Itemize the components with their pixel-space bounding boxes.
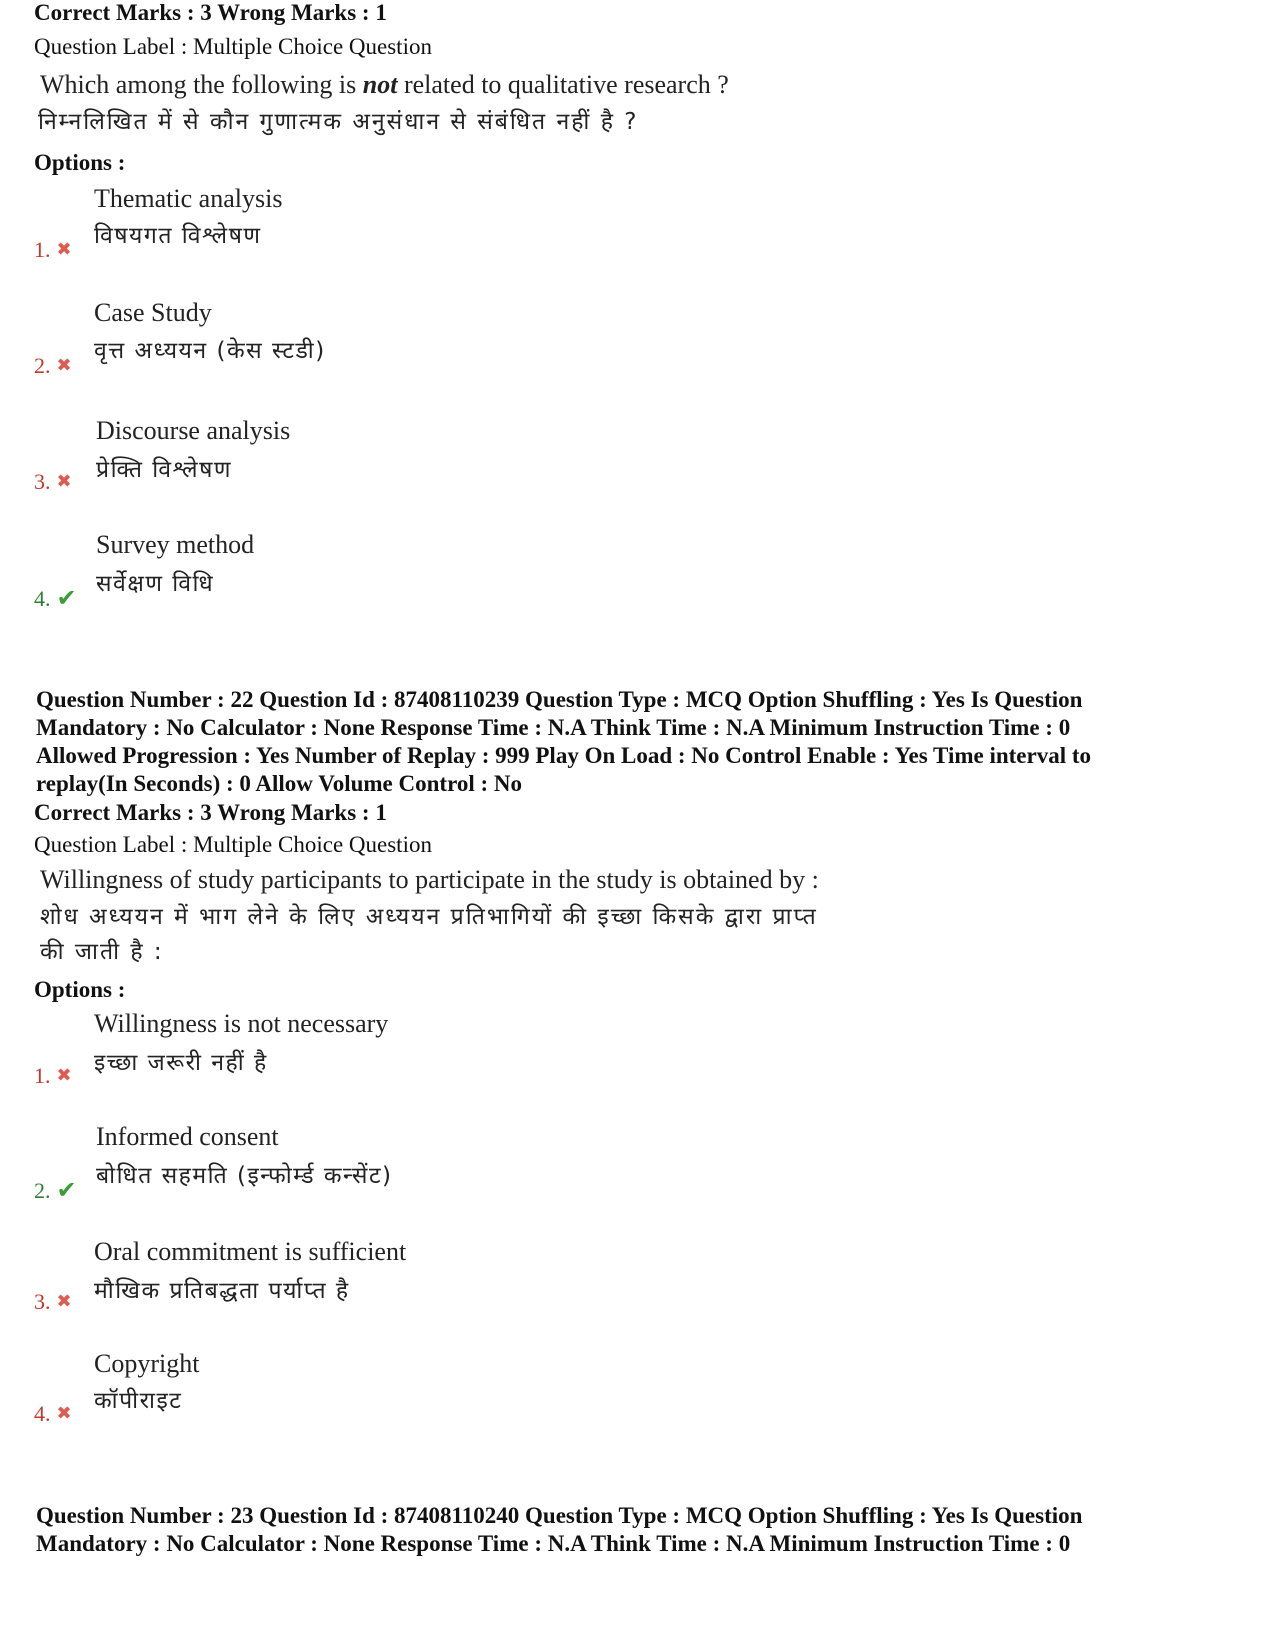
q22-option-1-num-text: 1. (34, 1063, 51, 1088)
q23-metadata (36, 1502, 1236, 1558)
q22-option-1-hindi: इच्छा जरूरी नहीं है (94, 1050, 268, 1076)
cross-icon: ✖ (56, 471, 72, 492)
q21-question-text-post: related to qualitative research ? (397, 70, 729, 99)
q21-option-2-hindi: वृत्त अध्ययन (केस स्टडी) (94, 338, 326, 364)
q22-question-english: Willingness of study participants to participate in the study is obtained by : (40, 865, 819, 894)
q21-option-1-hindi: विषयगत विश्लेषण (94, 223, 262, 249)
q21-question-hindi: निम्नलिखित में से कौन गुणात्मक अनुसंधान से संबंधित नहीं है ? (38, 109, 639, 135)
q21-option-3-num-text: 3. (34, 469, 51, 494)
q21-option-4-hindi: सर्वेक्षण विधि (96, 571, 215, 597)
q21-question-english (40, 70, 729, 100)
q22-metadata (36, 686, 1236, 798)
q22-meta-line-3: Allowed Progression : Yes Number of Replay : 999 Play On Load : No Control Enable : Yes Time interval to (36, 743, 1092, 768)
q23-meta-line-1: Question Number : 23 Question Id : 87408110240 Question Type : MCQ Option Shuffling : Yes Is Question (36, 1503, 1083, 1528)
check-icon: ✔ (56, 584, 77, 612)
q22-meta-line-2: Mandatory : No Calculator : None Response Time : N.A Think Time : N.A Minimum Instruction Time : 0 (36, 715, 1071, 740)
q22-question-hindi-line-2: की जाती है : (40, 939, 164, 965)
q21-option-4-english: Survey method (96, 530, 255, 559)
q22-option-4-hindi: कॉपीराइट (94, 1388, 183, 1414)
q21-option-2-num-text: 2. (34, 353, 51, 378)
q21-option-1-num-text: 1. (34, 237, 51, 262)
cross-icon: ✖ (56, 1291, 72, 1312)
q21-question-label: Question Label : Multiple Choice Question (34, 34, 432, 59)
q22-option-3-number (34, 1289, 72, 1315)
q21-option-2-english: Case Study (94, 298, 212, 327)
q22-option-4-english: Copyright (94, 1349, 200, 1378)
q21-question-text-pre: Which among the following is (40, 70, 363, 99)
q22-option-3-num-text: 3. (34, 1289, 51, 1314)
q22-question-hindi-line-1: शोध अध्ययन में भाग लेने के लिए अध्ययन प्रतिभागियों की इच्छा किसके द्वारा प्राप्त (40, 904, 818, 930)
q21-option-2-number (34, 353, 72, 379)
cross-icon: ✖ (56, 1403, 72, 1424)
q22-option-2-num-text: 2. (34, 1178, 51, 1203)
q21-question-emphasis: not (362, 70, 398, 99)
q22-options-title: Options : (34, 977, 126, 1002)
q21-option-3-english: Discourse analysis (96, 416, 291, 445)
q22-option-2-number (34, 1176, 77, 1204)
check-icon: ✔ (56, 1176, 77, 1204)
q22-option-2-hindi: बोधित सहमति (इन्फोर्म्ड कन्सेंट) (96, 1163, 393, 1189)
q21-marks: Correct Marks : 3 Wrong Marks : 1 (34, 0, 387, 25)
q22-meta-line-4: replay(In Seconds) : 0 Allow Volume Control : No (36, 771, 523, 796)
q22-meta-line-1: Question Number : 22 Question Id : 87408110239 Question Type : MCQ Option Shuffling : Yes Is Question (36, 687, 1083, 712)
q22-option-3-hindi: मौखिक प्रतिबद्धता पर्याप्त है (94, 1278, 350, 1304)
q21-option-4-number (34, 584, 77, 612)
q22-question-label: Question Label : Multiple Choice Question (34, 832, 432, 857)
q21-option-3-number (34, 469, 72, 495)
q22-option-4-number (34, 1401, 72, 1427)
q22-option-1-number (34, 1063, 72, 1089)
cross-icon: ✖ (56, 239, 72, 260)
q21-option-3-hindi: प्रेक्ति विश्लेषण (96, 457, 233, 483)
q23-meta-line-2: Mandatory : No Calculator : None Response Time : N.A Think Time : N.A Minimum Instruction Time : 0 (36, 1531, 1071, 1556)
q21-option-1-english: Thematic analysis (94, 184, 283, 213)
q22-option-2-english: Informed consent (96, 1122, 279, 1151)
q21-option-4-num-text: 4. (34, 586, 51, 611)
q22-option-1-english: Willingness is not necessary (94, 1009, 389, 1038)
q21-options-title: Options : (34, 150, 126, 175)
cross-icon: ✖ (56, 1065, 72, 1086)
q22-option-4-num-text: 4. (34, 1401, 51, 1426)
cross-icon: ✖ (56, 355, 72, 376)
q21-option-1-number (34, 237, 72, 263)
q22-marks: Correct Marks : 3 Wrong Marks : 1 (34, 800, 387, 825)
q22-option-3-english: Oral commitment is sufficient (94, 1237, 407, 1266)
